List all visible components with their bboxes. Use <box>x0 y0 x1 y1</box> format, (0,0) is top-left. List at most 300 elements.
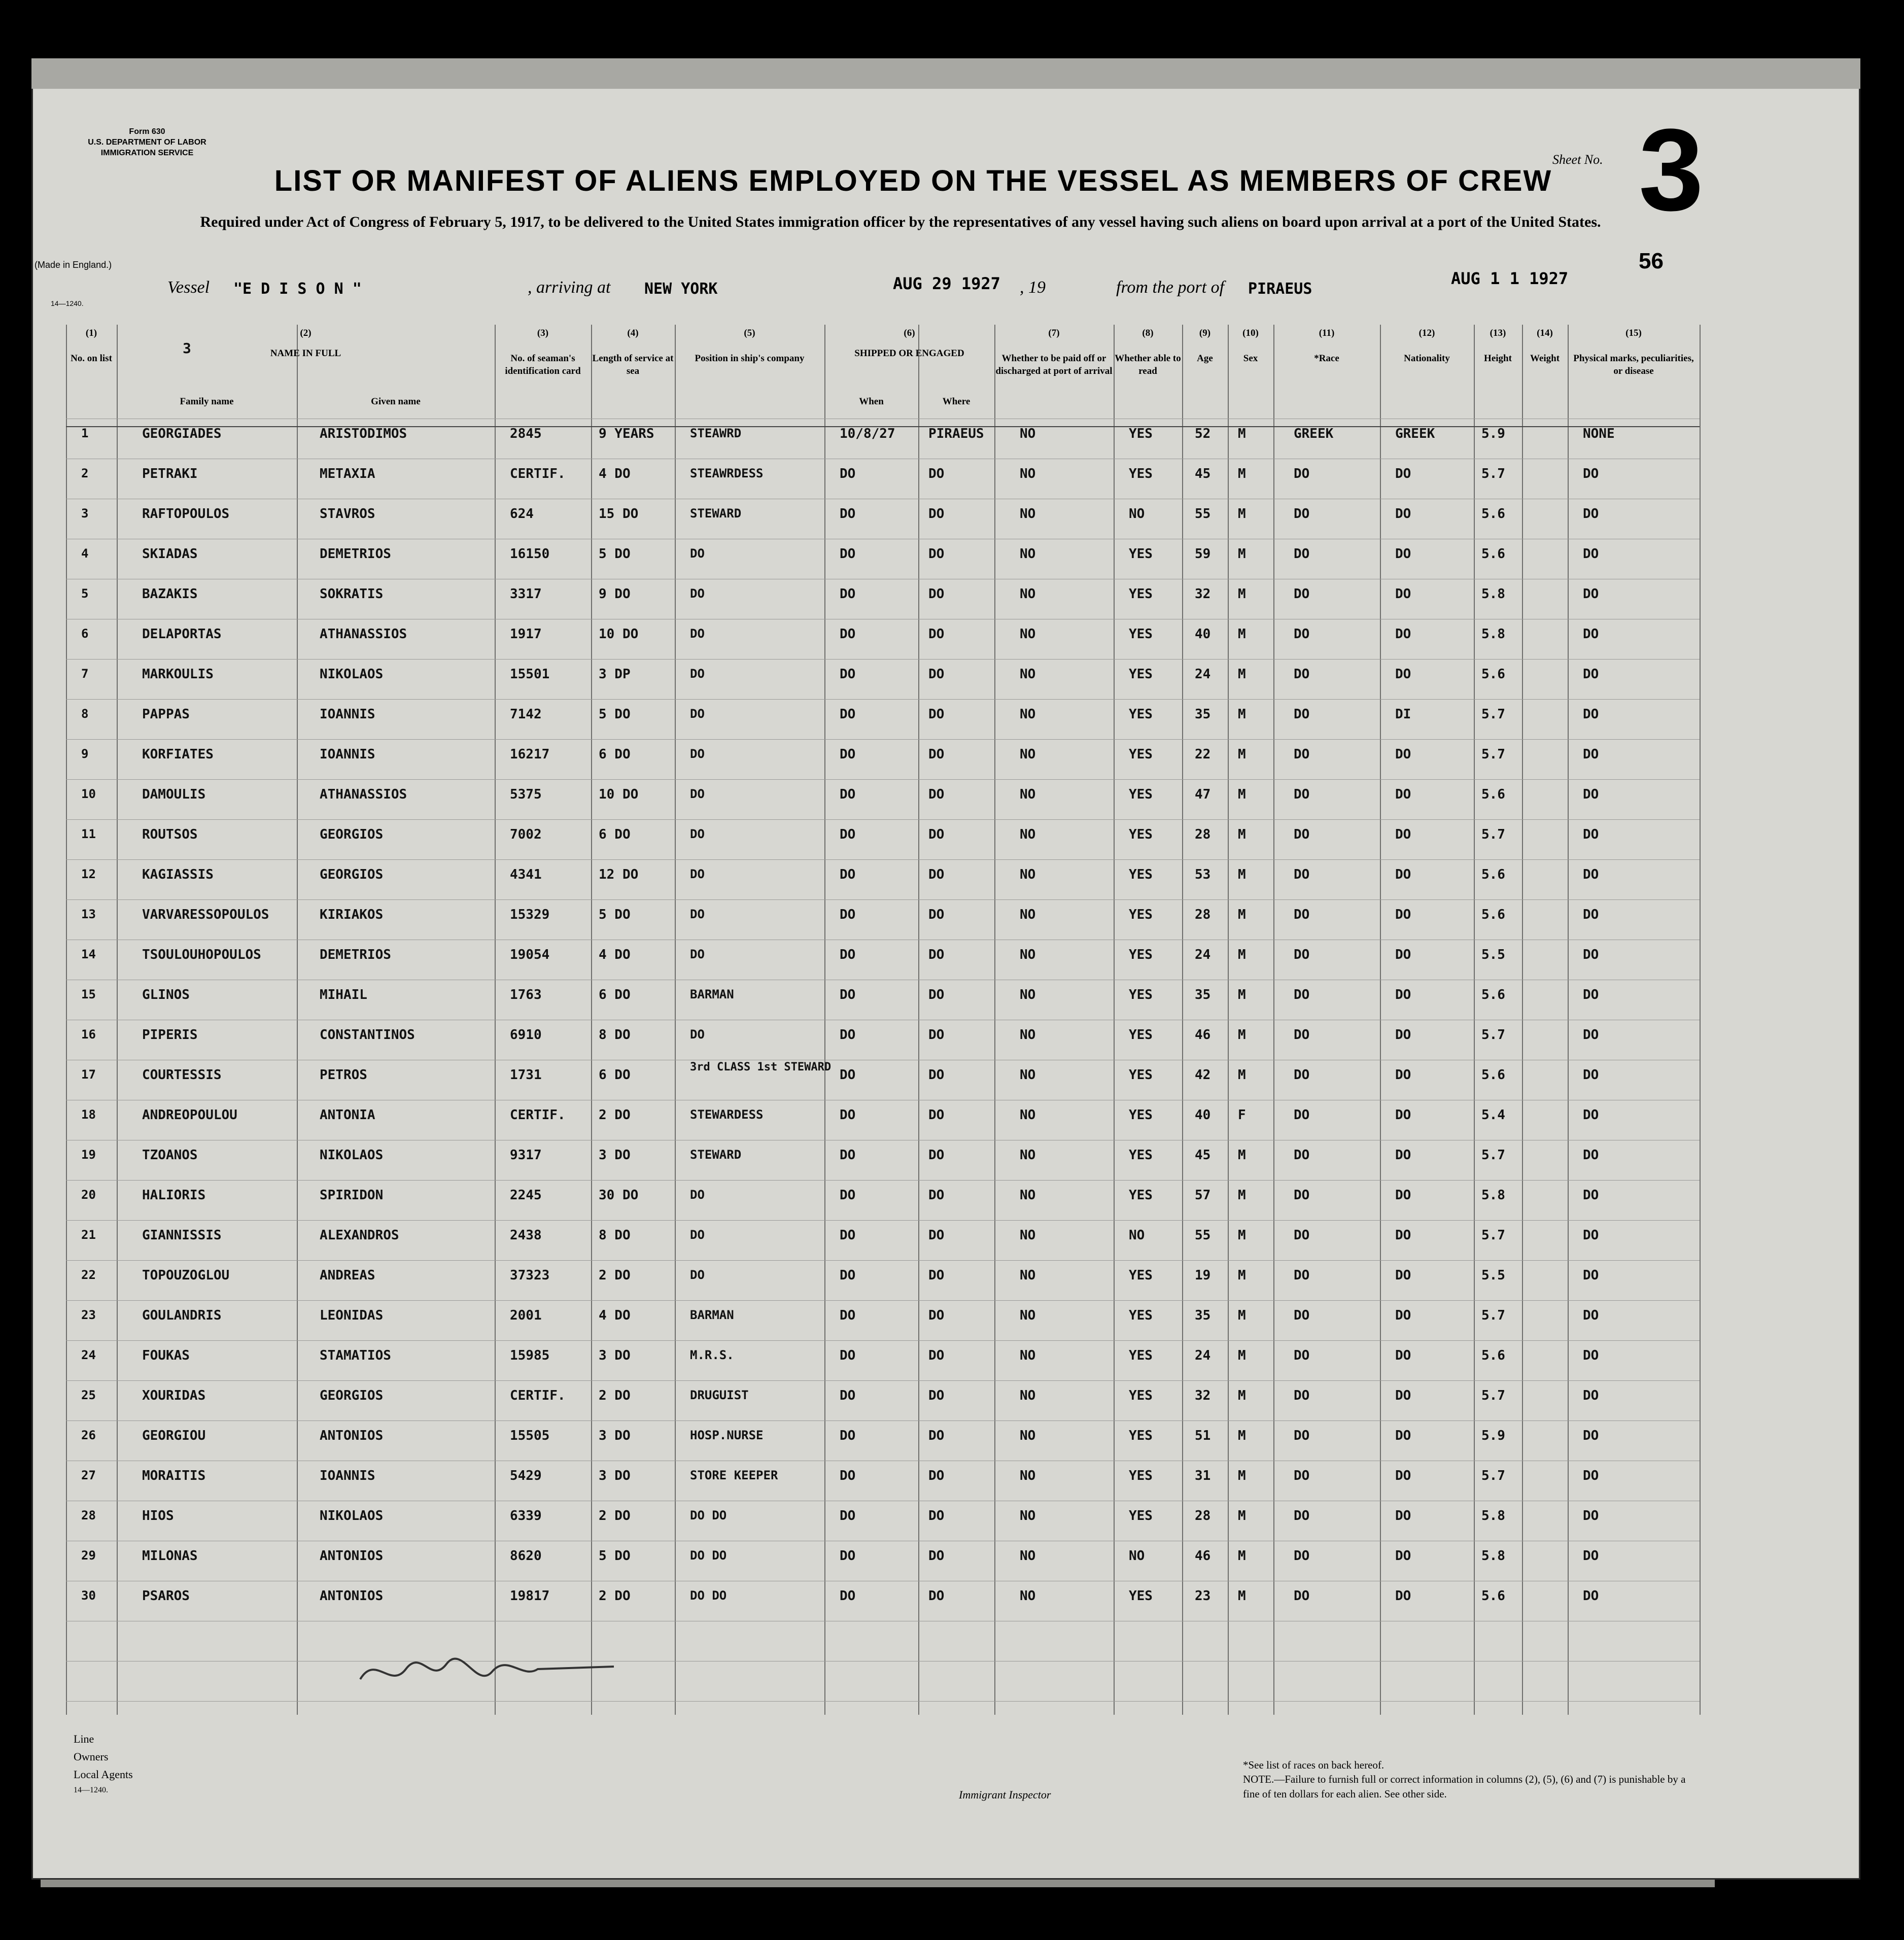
table-cell: DO <box>1583 1588 1599 1604</box>
table-cell: 3317 <box>510 586 542 602</box>
table-cell: DO <box>840 1588 856 1604</box>
column-header: Sex <box>1243 353 1258 364</box>
table-cell: M <box>1238 1388 1246 1403</box>
table-cell: 5 DO <box>599 907 631 922</box>
table-cell: DO <box>1395 627 1411 642</box>
table-cell: DO <box>928 1188 945 1203</box>
table-cell: YES <box>1129 426 1153 441</box>
table-cell: DO <box>1583 1228 1599 1243</box>
table-cell: 35 <box>1195 1308 1211 1323</box>
table-cell: DO <box>1294 1107 1310 1123</box>
table-cell: 2 DO <box>599 1268 631 1283</box>
table-cell: 5.7 <box>1481 1388 1505 1403</box>
column-header: Whether able to read <box>1115 353 1181 376</box>
table-cell: MARKOULIS <box>142 667 214 682</box>
table-cell: DO <box>690 627 705 641</box>
table-cell: DO <box>1294 627 1310 642</box>
row-rule <box>66 859 1700 860</box>
table-cell: DO <box>1395 1188 1411 1203</box>
table-cell: 42 <box>1195 1067 1211 1083</box>
row-number: 19 <box>81 1148 96 1162</box>
table-cell: NO <box>1020 1067 1036 1083</box>
table-cell: 6339 <box>510 1508 542 1523</box>
table-cell: VARVARESSOPOULOS <box>142 907 269 922</box>
table-cell: 53 <box>1195 867 1211 882</box>
table-cell: ANTONIOS <box>320 1588 384 1604</box>
row-number: 20 <box>81 1188 96 1202</box>
table-cell: DO <box>1395 586 1411 602</box>
footer-owners: Owners <box>74 1750 109 1763</box>
table-cell: 15985 <box>510 1348 550 1363</box>
table-cell: 1917 <box>510 627 542 642</box>
table-cell: YES <box>1129 667 1153 682</box>
table-cell: YES <box>1129 1027 1153 1043</box>
sub-column-header: Given name <box>371 396 421 407</box>
table-cell: NONE <box>1583 426 1615 441</box>
table-cell: ATHANASSIOS <box>320 787 407 802</box>
table-cell: DO <box>1395 506 1411 522</box>
table-cell: DO <box>1583 1308 1599 1323</box>
table-cell: DO <box>840 1027 856 1043</box>
table-cell: 51 <box>1195 1428 1211 1443</box>
table-cell: DO <box>928 987 945 1002</box>
table-cell: 5.7 <box>1481 466 1505 481</box>
table-cell: M <box>1238 1348 1246 1363</box>
table-cell: DO <box>928 627 945 642</box>
table-cell: DO <box>1294 827 1310 842</box>
table-cell: DO <box>1395 907 1411 922</box>
table-cell: HALIORIS <box>142 1188 206 1203</box>
table-cell: M <box>1238 1148 1246 1163</box>
table-cell: HOSP.NURSE <box>690 1428 764 1442</box>
table-cell: DO <box>1294 987 1310 1002</box>
row-number: 16 <box>81 1027 96 1042</box>
table-cell: DO <box>1583 546 1599 562</box>
table-cell: 6 DO <box>599 1067 631 1083</box>
table-cell: M <box>1238 1067 1246 1083</box>
table-cell: DO <box>1294 1027 1310 1043</box>
table-cell: DO <box>928 1027 945 1043</box>
table-cell: 5429 <box>510 1468 542 1483</box>
table-cell: DO <box>690 1188 705 1202</box>
table-cell: GREEK <box>1395 426 1435 441</box>
table-cell: 5.9 <box>1481 426 1505 441</box>
table-cell: 5.6 <box>1481 867 1505 882</box>
table-cell: M.R.S. <box>690 1348 734 1362</box>
table-cell: NO <box>1020 1588 1036 1604</box>
row-rule <box>66 819 1700 820</box>
table-cell: 3 DO <box>599 1348 631 1363</box>
table-cell: YES <box>1129 586 1153 602</box>
table-cell: 2 DO <box>599 1588 631 1604</box>
table-cell: YES <box>1129 1188 1153 1203</box>
column-number: (3) <box>537 328 549 338</box>
table-cell: 32 <box>1195 1388 1211 1403</box>
table-cell: M <box>1238 466 1246 481</box>
table-cell: 32 <box>1195 586 1211 602</box>
table-cell: DO <box>690 1268 705 1282</box>
table-cell: M <box>1238 667 1246 682</box>
table-cell: DO <box>1294 546 1310 562</box>
service: IMMIGRATION SERVICE <box>100 148 194 157</box>
page-subtitle: Required under Act of Congress of February 5, 1917, to be delivered to the United States immigration officer by the representatives of any vessel having such aliens on board upon arrival at a port of the United States. <box>200 214 1601 230</box>
table-cell: DO <box>1294 1268 1310 1283</box>
table-cell: ANDREOPOULOU <box>142 1107 237 1123</box>
row-rule <box>66 1220 1700 1221</box>
row-number: 24 <box>81 1348 96 1362</box>
column-number: (7) <box>1048 328 1060 338</box>
table-cell: NO <box>1020 426 1036 441</box>
table-cell: DO <box>1583 747 1599 762</box>
table-cell: DO <box>928 466 945 481</box>
table-cell: DO <box>840 1067 856 1083</box>
row-number: 2 <box>81 466 89 480</box>
column-header: Age <box>1197 353 1213 364</box>
table-cell: 45 <box>1195 1148 1211 1163</box>
table-cell: DO <box>928 1308 945 1323</box>
table-cell: 2 DO <box>599 1107 631 1123</box>
table-cell: TZOANOS <box>142 1148 198 1163</box>
table-cell: DO <box>1395 1268 1411 1283</box>
table-cell: DO <box>1294 586 1310 602</box>
row-number: 23 <box>81 1308 96 1322</box>
column-number: (12) <box>1418 328 1435 338</box>
table-cell: DO <box>840 466 856 481</box>
table-cell: BARMAN <box>690 1308 734 1322</box>
table-cell: DO <box>928 1148 945 1163</box>
table-cell: YES <box>1129 787 1153 802</box>
table-cell: DO <box>1395 1348 1411 1363</box>
arrival-date-stamp: AUG 29 1927 <box>893 274 1000 293</box>
table-cell: NO <box>1020 1388 1036 1403</box>
table-cell: M <box>1238 1428 1246 1443</box>
table-cell: 31 <box>1195 1468 1211 1483</box>
table-cell: DO <box>1294 1067 1310 1083</box>
table-cell: YES <box>1129 1268 1153 1283</box>
table-cell: 19054 <box>510 947 550 962</box>
table-cell: 24 <box>1195 947 1211 962</box>
table-cell: 16150 <box>510 546 550 562</box>
table-cell: KAGIASSIS <box>142 867 214 882</box>
table-cell: BAZAKIS <box>142 586 198 602</box>
sub-column-header: When <box>859 396 884 407</box>
table-cell: GEORGIOS <box>320 827 384 842</box>
row-number: 27 <box>81 1468 96 1482</box>
table-cell: 4 DO <box>599 947 631 962</box>
table-cell: 8620 <box>510 1548 542 1564</box>
column-header: Physical marks, peculiarities, or disease <box>1573 353 1694 376</box>
table-cell: 5.7 <box>1481 707 1505 722</box>
table-cell: 30 DO <box>599 1188 639 1203</box>
table-cell: DO <box>928 787 945 802</box>
table-cell: DO <box>1395 1468 1411 1483</box>
table-cell: DO <box>1583 947 1599 962</box>
table-cell: DO <box>690 586 705 601</box>
table-cell: NO <box>1020 707 1036 722</box>
table-cell: DO <box>1395 1107 1411 1123</box>
table-cell: NO <box>1020 987 1036 1002</box>
table-cell: DO <box>1294 947 1310 962</box>
table-cell: M <box>1238 747 1246 762</box>
table-cell: TOPOUZOGLOU <box>142 1268 230 1283</box>
table-cell: 19 <box>1195 1268 1211 1283</box>
table-cell: 5.6 <box>1481 1067 1505 1083</box>
row-number: 6 <box>81 627 89 641</box>
table-cell: 28 <box>1195 907 1211 922</box>
row-number: 15 <box>81 987 96 1001</box>
table-cell: DO <box>1395 667 1411 682</box>
table-cell: NO <box>1020 1348 1036 1363</box>
sheet-number: 3 <box>1639 105 1704 235</box>
table-cell: YES <box>1129 867 1153 882</box>
table-cell: PIPERIS <box>142 1027 198 1043</box>
table-cell: DO <box>928 827 945 842</box>
sub-column-header: Family name <box>180 396 234 407</box>
table-cell: DO <box>928 1468 945 1483</box>
table-cell: M <box>1238 1468 1246 1483</box>
table-cell: PSAROS <box>142 1588 190 1604</box>
table-cell: DO <box>1583 787 1599 802</box>
table-cell: YES <box>1129 1067 1153 1083</box>
table-cell: DO <box>1583 1468 1599 1483</box>
table-cell: DO <box>840 1548 856 1564</box>
table-cell: M <box>1238 947 1246 962</box>
table-cell: M <box>1238 426 1246 441</box>
table-cell: ROUTSOS <box>142 827 198 842</box>
column-number: (9) <box>1199 328 1211 338</box>
table-cell: YES <box>1129 1508 1153 1523</box>
table-cell: YES <box>1129 1588 1153 1604</box>
form-identifier <box>81 127 213 158</box>
table-cell: DO <box>840 787 856 802</box>
row-number: 10 <box>81 787 96 801</box>
table-cell: NO <box>1020 1188 1036 1203</box>
row-number: 28 <box>81 1508 96 1522</box>
table-cell: GREEK <box>1294 426 1334 441</box>
table-cell: DO <box>840 627 856 642</box>
table-cell: DEMETRIOS <box>320 546 391 562</box>
table-cell: STAVROS <box>320 506 375 522</box>
table-cell: DO <box>1395 1588 1411 1604</box>
column-number: (11) <box>1319 328 1335 338</box>
column-number: (15) <box>1625 328 1642 338</box>
table-cell: DO <box>690 546 705 561</box>
table-cell: DO <box>928 506 945 522</box>
table-cell: 5.6 <box>1481 667 1505 682</box>
table-cell: DO <box>1294 466 1310 481</box>
table-cell: PETROS <box>320 1067 367 1083</box>
table-cell: 15329 <box>510 907 550 922</box>
table-cell: DO <box>1583 987 1599 1002</box>
column-header: Height <box>1484 353 1512 364</box>
table-cell: 47 <box>1195 787 1211 802</box>
vessel-label: Vessel <box>167 278 210 297</box>
table-cell: 24 <box>1195 1348 1211 1363</box>
column-header: NAME IN FULL <box>270 348 341 359</box>
table-cell: RAFTOPOULOS <box>142 506 230 522</box>
table-cell: DO <box>1294 506 1310 522</box>
table-cell: DO <box>1583 466 1599 481</box>
row-number: 7 <box>81 667 89 681</box>
table-cell: M <box>1238 1508 1246 1523</box>
table-cell: DAMOULIS <box>142 787 206 802</box>
table-cell: 15501 <box>510 667 550 682</box>
table-cell: 45 <box>1195 466 1211 481</box>
table-cell: 5.6 <box>1481 907 1505 922</box>
table-cell: MORAITIS <box>142 1468 206 1483</box>
table-cell: 28 <box>1195 827 1211 842</box>
table-cell: 5 DO <box>599 707 631 722</box>
row-number: 8 <box>81 707 89 721</box>
table-cell: DO <box>690 827 705 841</box>
table-cell: DO <box>1294 1428 1310 1443</box>
table-cell: YES <box>1129 707 1153 722</box>
row-number: 18 <box>81 1107 96 1122</box>
table-cell: 6910 <box>510 1027 542 1043</box>
side-code: 14—1240. <box>51 299 84 307</box>
table-cell: 10 DO <box>599 627 639 642</box>
table-cell: BARMAN <box>690 987 734 1001</box>
table-cell: 5.6 <box>1481 1348 1505 1363</box>
sub-column-header: Where <box>942 396 971 407</box>
table-cell: DO DO <box>690 1508 727 1522</box>
table-cell: DO <box>840 1148 856 1163</box>
table-cell: NO <box>1129 1228 1145 1243</box>
table-cell: DO <box>1583 1508 1599 1523</box>
table-cell: DO <box>928 1388 945 1403</box>
table-cell: NO <box>1020 667 1036 682</box>
table-cell: DO <box>840 947 856 962</box>
table-cell: ARISTODIMOS <box>320 426 407 441</box>
row-rule <box>66 1260 1700 1261</box>
table-cell: YES <box>1129 987 1153 1002</box>
table-cell: 19817 <box>510 1588 550 1604</box>
footer-notes <box>1243 1758 1689 1801</box>
table-cell: DO <box>1395 867 1411 882</box>
table-cell: 5.6 <box>1481 546 1505 562</box>
table-cell: GEORGIADES <box>142 426 222 441</box>
table-cell: DO <box>928 1228 945 1243</box>
row-number: 4 <box>81 546 89 561</box>
table-cell: NO <box>1129 506 1145 522</box>
table-cell: DO <box>1583 627 1599 642</box>
table-cell: ALEXANDROS <box>320 1228 399 1243</box>
table-cell: DO <box>690 667 705 681</box>
table-cell: 2845 <box>510 426 542 441</box>
table-cell: DO <box>928 1348 945 1363</box>
table-cell: YES <box>1129 1388 1153 1403</box>
table-cell: DO <box>928 1508 945 1523</box>
table-cell: STAMATIOS <box>320 1348 391 1363</box>
row-rule <box>66 1180 1700 1181</box>
table-cell: DO <box>928 1428 945 1443</box>
table-cell: YES <box>1129 1428 1153 1443</box>
table-cell: KIRIAKOS <box>320 907 384 922</box>
row-number: 21 <box>81 1228 96 1242</box>
table-cell: M <box>1238 707 1246 722</box>
table-cell: DO <box>1583 1148 1599 1163</box>
sheet-label: Sheet No. <box>1552 152 1603 167</box>
table-cell: 16217 <box>510 747 550 762</box>
table-cell: DO <box>840 1508 856 1523</box>
table-cell: DO <box>840 827 856 842</box>
row-number: 11 <box>81 827 96 841</box>
table-cell: DO <box>928 1548 945 1564</box>
second-date-stamp: AUG 1 1 1927 <box>1451 269 1569 288</box>
table-cell: TSOULOUHOPOULOS <box>142 947 261 962</box>
table-cell: DO <box>928 586 945 602</box>
table-cell: DO <box>690 707 705 721</box>
table-cell: DO <box>1583 1027 1599 1043</box>
table-cell: GEORGIOS <box>320 1388 384 1403</box>
table-cell: 46 <box>1195 1027 1211 1043</box>
table-cell: 55 <box>1195 1228 1211 1243</box>
table-cell: DO <box>1294 1588 1310 1604</box>
table-cell: DO <box>1583 1188 1599 1203</box>
table-cell: YES <box>1129 1348 1153 1363</box>
table-cell: DO <box>1395 1067 1411 1083</box>
table-cell: STORE KEEPER <box>690 1468 778 1482</box>
table-cell: DO <box>690 1228 705 1242</box>
table-cell: M <box>1238 827 1246 842</box>
column-rule <box>1700 325 1701 1715</box>
column-number: (2) <box>300 328 311 338</box>
table-cell: 5.7 <box>1481 1468 1505 1483</box>
column-number: (14) <box>1537 328 1553 338</box>
table-cell: 46 <box>1195 1548 1211 1564</box>
table-cell: DO <box>1583 1388 1599 1403</box>
table-cell: 10 DO <box>599 787 639 802</box>
table-cell: ANTONIOS <box>320 1548 384 1564</box>
table-cell: PETRAKI <box>142 466 198 481</box>
column-number: (4) <box>627 328 639 338</box>
table-cell: 5.5 <box>1481 947 1505 962</box>
table-cell: DO <box>840 707 856 722</box>
column-header: SHIPPED OR ENGAGED <box>854 348 964 359</box>
row-rule <box>66 1701 1700 1702</box>
table-cell: 35 <box>1195 987 1211 1002</box>
table-cell: DO <box>1294 1548 1310 1564</box>
table-cell: DO <box>840 667 856 682</box>
table-cell: DO <box>1583 1067 1599 1083</box>
table-cell: DO <box>840 1388 856 1403</box>
table-cell: DO <box>1294 1228 1310 1243</box>
table-cell: GOULANDRIS <box>142 1308 222 1323</box>
column-number: (8) <box>1142 328 1154 338</box>
table-cell: DO <box>1583 1268 1599 1283</box>
table-cell: XOURIDAS <box>142 1388 206 1403</box>
footer-line: Line <box>74 1733 94 1745</box>
table-cell: DO <box>1395 1548 1411 1564</box>
table-cell: DO <box>840 907 856 922</box>
table-cell: 24 <box>1195 667 1211 682</box>
table-cell: DO <box>1583 827 1599 842</box>
column-header: Length of service at sea <box>592 353 674 376</box>
footer-left <box>74 1730 133 1796</box>
table-cell: 52 <box>1195 426 1211 441</box>
list-mark: 3 <box>183 340 191 357</box>
table-cell: NO <box>1020 1027 1036 1043</box>
table-cell: M <box>1238 867 1246 882</box>
table-cell: LEONIDAS <box>320 1308 384 1323</box>
table-cell: DO DO <box>690 1588 727 1603</box>
table-cell: YES <box>1129 466 1153 481</box>
table-cell: 40 <box>1195 1107 1211 1123</box>
row-number: 12 <box>81 867 96 881</box>
table-cell: M <box>1238 1228 1246 1243</box>
table-cell: 5.6 <box>1481 987 1505 1002</box>
table-cell: 5.6 <box>1481 1588 1505 1604</box>
